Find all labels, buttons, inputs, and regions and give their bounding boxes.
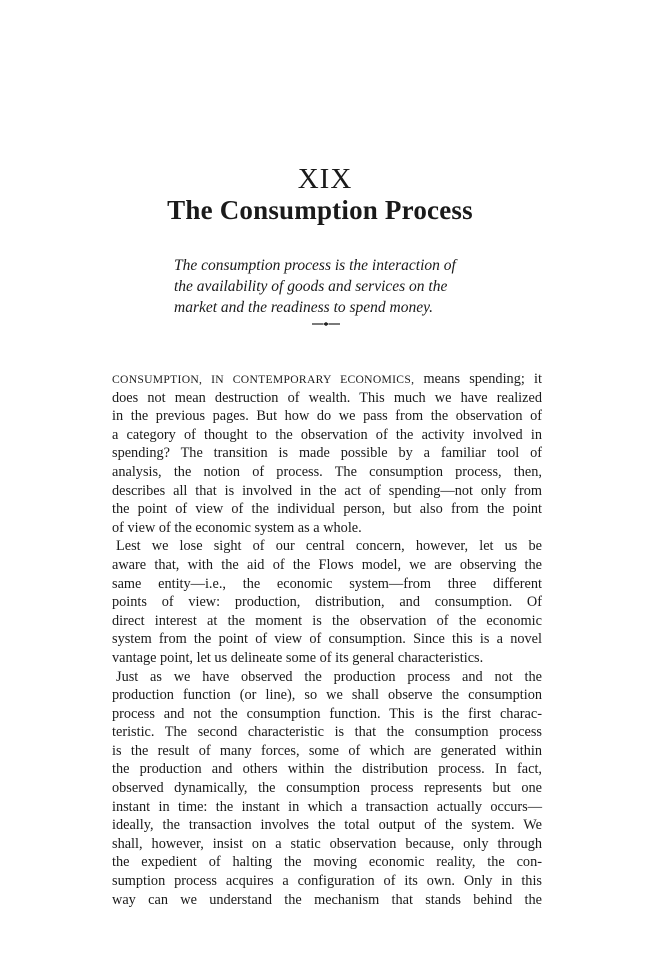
body-line: the point of view of the individual person, but also from the point xyxy=(112,501,542,518)
chapter-body-text xyxy=(112,370,542,909)
body-line: direct interest at the moment is the observation of the economic xyxy=(112,612,542,629)
ornament-divider-icon xyxy=(311,321,341,327)
body-line: observed dynamically, the consumption process represents but one xyxy=(112,780,542,797)
body-line: shall, however, insist on a static observation because, only through xyxy=(112,835,542,852)
body-line: aware that, with the aid of the Flows model, we are observing the xyxy=(112,556,542,573)
lead-smallcaps: CONSUMPTION, IN CONTEMPORARY ECONOMICS, xyxy=(112,373,415,386)
body-line: same entity—i.e., the economic system—from three different xyxy=(112,575,542,592)
body-line: of view of the economic system as a whole. xyxy=(112,519,362,536)
body-line: instant in time: the instant in which a transaction actually occurs— xyxy=(112,798,542,815)
body-line: way can we understand the mechanism that stands behind the xyxy=(112,891,542,908)
body-line: describes all that is involved in the act of spending—not only from xyxy=(112,482,542,499)
body-line: points of view: production, distribution, and consumption. Of xyxy=(112,594,542,611)
body-line: is the result of many forces, some of which are generated within xyxy=(112,742,542,759)
body-line: ideally, the transaction involves the total output of the system. We xyxy=(112,817,542,834)
epigraph-line: the availability of goods and services on the xyxy=(174,278,448,295)
body-line: Lest we lose sight of our central concern, however, let us be xyxy=(116,538,542,555)
body-line: process and not the consumption function. This is the first charac- xyxy=(112,705,542,722)
epigraph-line: The consumption process is the interaction of xyxy=(174,257,456,274)
body-line: spending? The transition is made possible by a familiar tool of xyxy=(112,445,542,462)
body-line: the expedient of halting the moving economic reality, the con- xyxy=(112,854,542,871)
body-line: in the previous pages. But how do we pass from the observation of xyxy=(112,408,542,425)
body-line: a category of thought to the observation of the activity involved in xyxy=(112,426,542,443)
body-line: teristic. The second characteristic is that the consumption process xyxy=(112,724,542,741)
epigraph-line: market and the readiness to spend money. xyxy=(174,299,434,316)
body-line: the production and others within the distribution process. In fact, xyxy=(112,761,542,778)
chapter-title: The Consumption Process xyxy=(167,195,473,225)
chapter-epigraph xyxy=(174,255,514,318)
body-line: vantage point, let us delineate some of its general characteristics. xyxy=(112,649,484,666)
chapter-number: XIX xyxy=(297,163,353,195)
body-line-text: means spending; it xyxy=(414,371,542,387)
body-line: Just as we have observed the production process and not the xyxy=(116,668,542,685)
body-line: sumption process acquires a configuration of its own. Only in this xyxy=(112,873,542,890)
body-line: analysis, the notion of process. The consumption process, then, xyxy=(112,463,542,480)
body-line: production function (or line), so we shall observe the consumption xyxy=(112,687,542,704)
body-line: system from the point of view of consumption. Since this is a novel xyxy=(112,631,542,648)
body-line: does not mean destruction of wealth. This much we have realized xyxy=(112,389,542,406)
body-line-first xyxy=(112,370,542,389)
